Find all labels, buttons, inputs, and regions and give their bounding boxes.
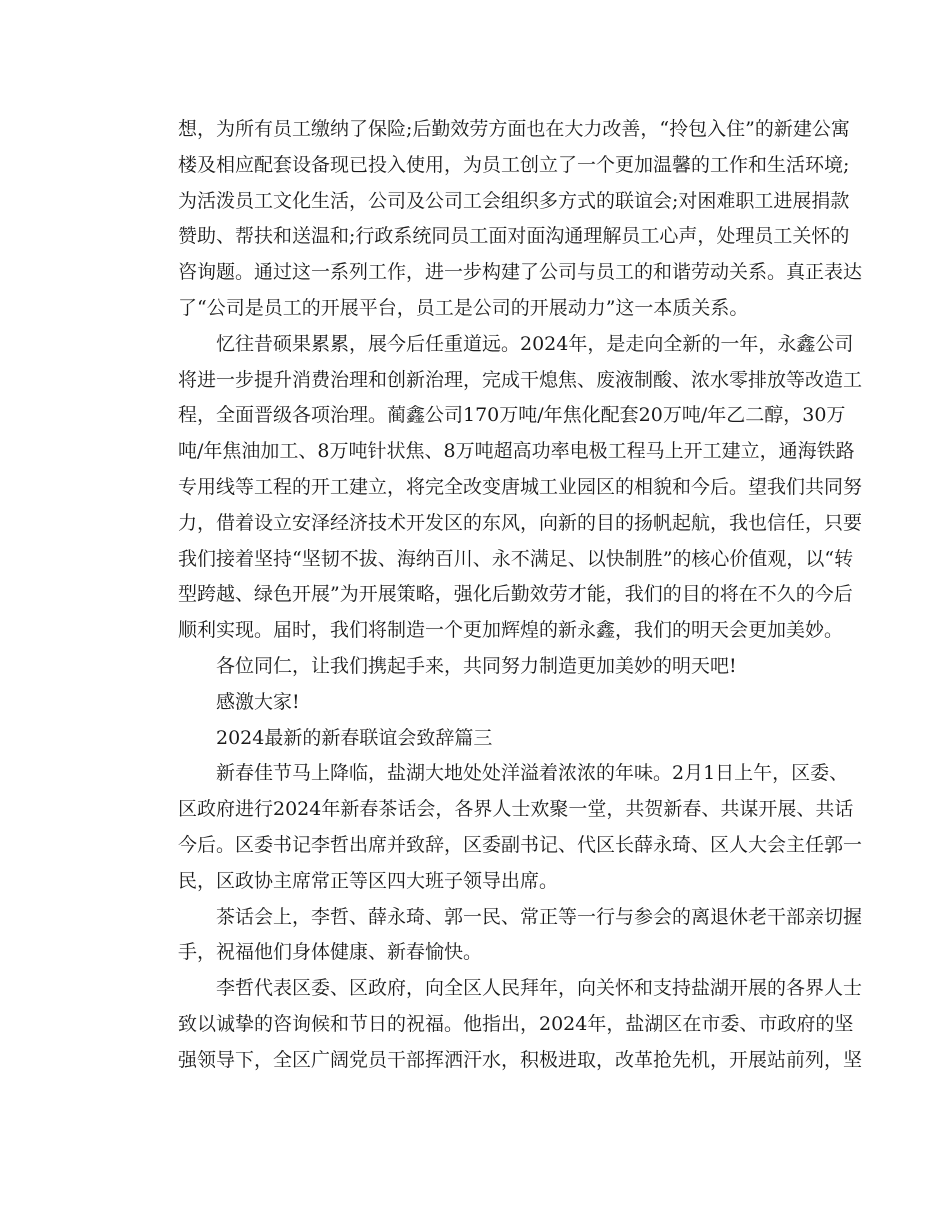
text-line: 吨/年焦油加工、8万吨针状焦、8万吨超高功率电极工程马上开工建立，通海铁路 bbox=[178, 440, 855, 463]
paragraph-p3 bbox=[140, 649, 812, 685]
text-line: 民，区政协主席常正等区四大班子领导出席。 bbox=[178, 869, 559, 892]
text-line: 2024最新的新春联谊会致辞篇三 bbox=[216, 726, 493, 749]
text-line: 楼及相应配套设备现已投入使用，为员工创立了一个更加温馨的工作和生活环境; bbox=[178, 153, 850, 176]
paragraph-p4 bbox=[140, 685, 812, 721]
text-line: 茶话会上，李哲、薛永琦、郭一民、常正等一行与参会的离退休老干部亲切握 bbox=[216, 905, 863, 928]
text-line: 将进一步提升消费治理和创新治理，完成干熄焦、废液制酸、浓水零排放等改造工 bbox=[178, 368, 863, 391]
text-line: 程，全面晋级各项治理。蔺鑫公司170万吨/年焦化配套20万吨/年乙二醇，30万 bbox=[178, 404, 846, 427]
text-line: 我们接着坚持“坚韧不拔、海纳百川、永不满足、以快制胜”的核心价值观，以“转 bbox=[178, 547, 854, 570]
text-line: 型跨越、绿色开展”为开展策略，强化后勤效劳才能，我们的目的将在不久的今后 bbox=[178, 583, 853, 606]
text-line: 手，祝福他们身体健康、新春愉快。 bbox=[178, 941, 483, 964]
text-line: 赞助、帮扶和送温和;行政系统同员工面对面沟通理解员工心声，处理员工关怀的 bbox=[178, 225, 850, 248]
paragraph-p8 bbox=[140, 971, 863, 1078]
text-line: 强领导下，全区广阔党员干部挥洒汗水，积极进取，改革抢先机，开展站前列，坚 bbox=[178, 1048, 863, 1071]
text-line: 新春佳节马上降临，盐湖大地处处洋溢着浓浓的年味。2月1日上午，区委、 bbox=[216, 762, 849, 785]
text-line: 区政府进行2024年新春茶话会，各界人士欢聚一堂，共贺新春、共谋开展、共话 bbox=[178, 798, 854, 821]
text-line: 致以诚挚的咨询候和节日的祝福。他指出，2024年，盐湖区在市委、市政府的坚 bbox=[178, 1012, 854, 1035]
text-line: 力，借着设立安泽经济技术开发区的东风，向新的目的扬帆起航，我也信任，只要 bbox=[178, 511, 863, 534]
text-line: 想，为所有员工缴纳了保险;后勤效劳方面也在大力改善，“拎包入住”的新建公寓 bbox=[178, 118, 850, 140]
text-line: 各位同仁，让我们携起手来，共同努力制造更加美妙的明天吧! bbox=[216, 654, 737, 677]
paragraph-p7 bbox=[140, 900, 863, 972]
text-line: 了“公司是员工的开展平台，员工是公司的开展动力”这一本质关系。 bbox=[178, 296, 749, 319]
text-line: 忆往昔硕果累累，展今后任重道远。2024年，是走向全新的一年，永鑫公司 bbox=[216, 332, 854, 355]
document-body bbox=[140, 112, 863, 1079]
text-line: 李哲代表区委、区政府，向全区人民拜年，向关怀和支持盐湖开展的各界人士 bbox=[216, 977, 863, 1000]
paragraph-p6 bbox=[140, 756, 863, 899]
paragraph-p5 bbox=[140, 721, 812, 757]
text-line: 咨询题。通过这一系列工作，进一步构建了公司与员工的和谐劳动关系。真正表达 bbox=[178, 261, 863, 284]
text-line: 今后。区委书记李哲出席并致辞，区委副书记、代区长薛永琦、区人大会主任郭一 bbox=[178, 833, 863, 856]
paragraph-p1 bbox=[140, 112, 863, 327]
text-line: 专用线等工程的开工建立，将完全改变唐城工业园区的相貌和今后。望我们共同努 bbox=[178, 475, 863, 498]
text-line: 为活泼员工文化生活，公司及公司工会组织多方式的联谊会;对困难职工进展捐款 bbox=[178, 189, 850, 212]
paragraph-p2 bbox=[140, 327, 863, 649]
text-line: 顺利实现。届时，我们将制造一个更加辉煌的新永鑫，我们的明天会更加美妙。 bbox=[178, 619, 844, 642]
text-line: 感激大家! bbox=[216, 690, 300, 713]
